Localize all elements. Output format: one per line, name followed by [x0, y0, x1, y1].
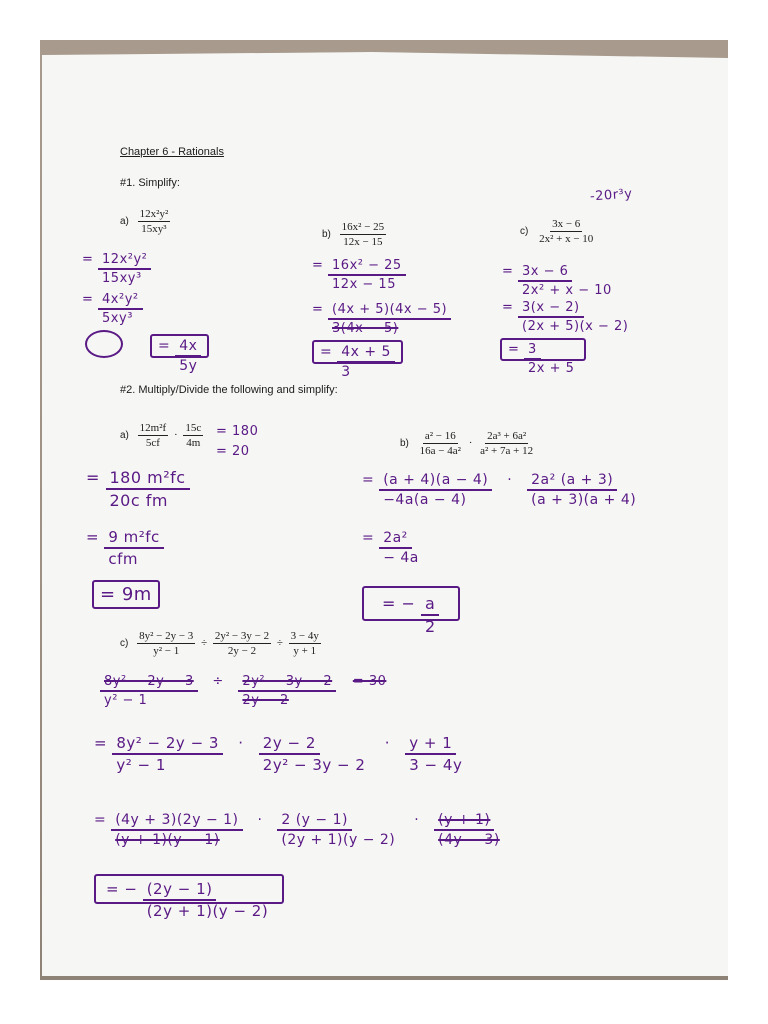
q1c-printed: c) $\frac{3x - 6}{\text{2x² + x − 10}}$	[520, 218, 594, 245]
q2a-step1: = $\frac{\text{180 m²fc}}{\text{20c fm}}$	[86, 468, 190, 510]
q2b-answer-box: = − $\frac{a}{2}$	[362, 594, 460, 636]
q1a-step1: = $\frac{\text{12x²y²}}{\text{15xy³}}$	[82, 252, 151, 286]
q2a-printed: a) $\frac{\text{12m²f}}{5cf}$ · $\frac{15c}{4m}$	[120, 422, 202, 449]
q2b-step2: = $\frac{\text{2a²}}{- 4a}$	[362, 530, 419, 566]
q1c-step1: = $\frac{3x - 6}{\text{2x² + x − 10}}$	[502, 264, 612, 298]
q1a-step2: = $\frac{\text{4x²y²}}{\text{5xy³}}$	[82, 292, 143, 326]
q2c-printed: c) $\frac{\text{8y² − 2y − 3}}{\text{y² − 1}}$ ÷ $\frac{\text{2y² − 3y − 2}}{2y - 2}$ ÷ $\frac{3 - 4y}{y + 1}$	[120, 630, 319, 657]
q2c-scratch-work: $\frac{\text{8y² − 2y − 3}}{\text{y² − 1}}$ ÷ $\frac{\text{2y² − 3y − 2}}{2y - 2}$ = 30	[100, 674, 386, 708]
q2a-note-top: = 180	[216, 424, 259, 439]
q1a-printed: a) $\frac{\text{12x²y²}}{\text{15xy³}}$	[120, 208, 169, 235]
q1b-answer-box: = $\frac{4x + 5}{3}$	[312, 344, 403, 380]
question-2-heading: #2. Multiply/Divide the following and simplify:	[120, 384, 338, 396]
q1b-printed: b) $\frac{\text{16x² − 25}}{12x - 15}$	[322, 221, 385, 248]
q2c-step1: = $\frac{\text{8y² − 2y − 3}}{\text{y² − 1}}$ · $\frac{2y - 2}{\text{2y² − 3y − 2}}$ · $\frac{y + 1}{3 - 4y}$	[94, 734, 463, 774]
q1c-answer-box: = $\frac{3}{2x + 5}$	[500, 342, 586, 376]
q1a-scribble	[85, 330, 123, 358]
question-1-heading: #1. Simplify:	[120, 177, 180, 189]
q2a-step2: = $\frac{\text{9 m²fc}}{\text{cfm}}$	[86, 528, 164, 568]
q2c-answer-box: = − $\frac{(2y - 1)}{(2y + 1)(y - 2)}$	[94, 880, 284, 920]
q1b-step1: = $\frac{\text{16x² − 25}}{12x - 15}$	[312, 258, 406, 292]
q2b-step1: = $\frac{(a + 4)(a - 4)}{-4a(a - 4)}$ · $\frac{\text{2a² (a + 3)}}{(a + 3)(a + 4)}$	[362, 472, 637, 508]
q2a-answer-box: = 9m	[92, 584, 160, 605]
q2c-step2: = $\frac{(4y + 3)(2y - 1)}{(y + 1)(y - 1)}$ · $\frac{2 (y - 1)}{(2y + 1)(y - 2)}$ · $\frac{(y + 1)}{(4y - 3)}$	[94, 812, 500, 848]
chapter-title: Chapter 6 - Rationals	[120, 146, 224, 158]
corner-note: -20r³y	[589, 186, 633, 205]
q2b-printed: b) $\frac{\text{a² − 16}}{\text{16a − 4a²}}$ · $\frac{\text{2a³ + 6a²}}{\text{a² + 7a + 12}}$	[400, 430, 534, 457]
q1a-answer-box: = $\frac{4x}{5y}$	[150, 338, 209, 374]
q1c-step2: = $\frac{3(x - 2)}{(2x + 5)(x - 2)}$	[502, 300, 629, 334]
q1b-step2: = $\frac{(4x + 5)(4x - 5)}{3(4x - 5)}$	[312, 302, 451, 336]
q2a-note-bottom: = 20	[216, 444, 250, 459]
